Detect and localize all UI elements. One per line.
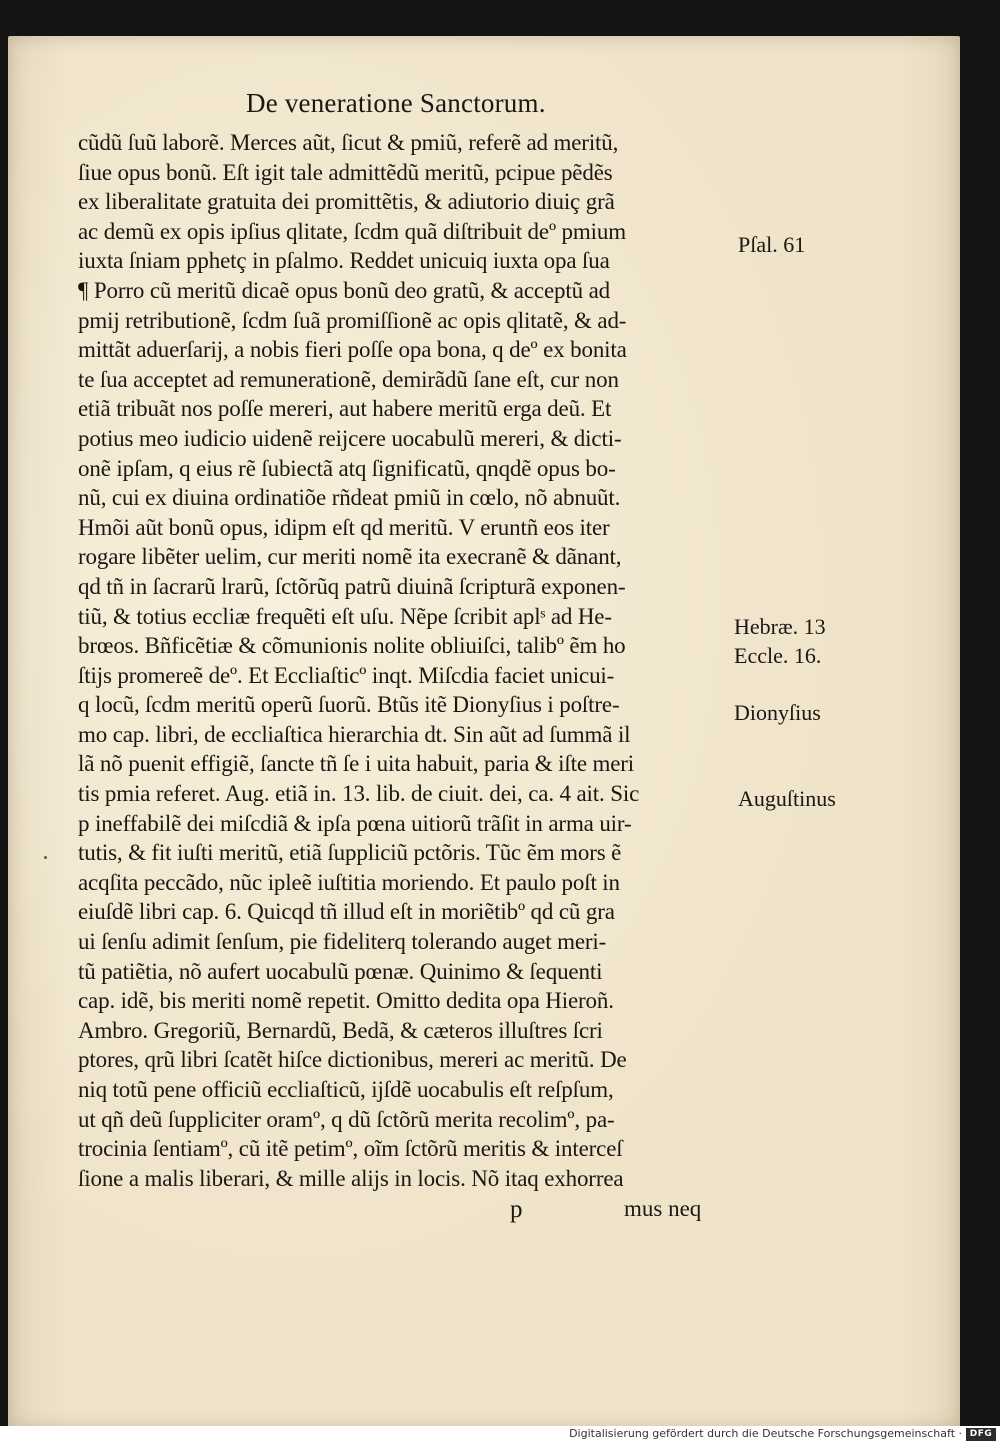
text-line: ſiue opus bonũ. Eſt igit tale admittẽdũ meritũ, pcipue pẽdẽs <box>78 159 613 185</box>
text-line: mittãt aduerſarij, a nobis fieri poſſe opa bona, q deº ex bonita <box>78 337 627 363</box>
text-line: qd tñ in ſacrarũ lrarũ, ſctõrũq patrũ diuinã ſcripturã exponen- <box>78 573 626 599</box>
text-line: ſtijs promereẽ deº. Et Eccliaſticº inqt. Miſcdia faciet unicui- <box>78 662 615 688</box>
running-head: De veneratione Sanctorum. <box>246 88 546 118</box>
text-line: Hmõi aũt bonũ opus, idipm eſt qd meritũ. V eruntñ eos iter <box>78 514 610 540</box>
text-line: ac demũ ex opis ipſius qlitate, ſcdm quã diſtribuit deº pmium <box>78 218 626 244</box>
text-line: etiã tribuãt nos poſſe mereri, aut habere meritũ erga deũ. Et <box>78 396 612 422</box>
body-text <box>78 128 738 1193</box>
text-line: ex liberalitate gratuita dei promittẽtis, & adiutorio diuiç grã <box>78 189 615 215</box>
text-line: ptores, qrũ libri ſcatẽt hiſce dictionibus, mereri ac meritũ. De <box>78 1047 627 1073</box>
marginal-note-ecclesiasticus: Eccle. 16. <box>734 643 822 668</box>
text-line: tis pmia referet. Aug. etiã in. 13. lib. de ciuit. dei, ca. 4 ait. Sic <box>78 781 640 807</box>
text-line: cap. idẽ, bis meriti nomẽ repetit. Omitto dedita opa Hieroñ. <box>78 988 614 1014</box>
text-line: ui ſenſu adimit ſenſum, pie fideliterq tolerando auget meri- <box>78 929 607 955</box>
text-line: tiũ, & totius eccliæ frequẽti eſt uſu. Nẽpe ſcribit aplˢ ad He- <box>78 603 612 629</box>
text-line: trocinia ſentiamº, cũ itẽ petimº, oĩm ſctõrũ meritis & interceſ <box>78 1136 623 1162</box>
signature-mark: p <box>510 1196 523 1223</box>
text-line: nũ, cui ex diuina ordinatiõe rñdeat pmiũ in cœlo, nõ abnuũt. <box>78 485 621 511</box>
text-line: tutis, & fit iuſti meritũ, etiã ſuppliciũ pctõris. Tũc ẽm mors ẽ <box>78 840 622 866</box>
text-line: niq totũ pene officiũ eccliaſticũ, ijſdẽ uocabulis eſt reſpſum, <box>78 1077 614 1102</box>
paper-speck <box>44 856 47 859</box>
text-line: iuxta ſniam pphetç in pſalmo. Reddet unicuiq iuxta opa ſua <box>78 248 610 274</box>
text-line: lã nõ puenit effigiẽ, ſancte tñ ſe i uita habuit, paria & iſte meri <box>78 751 635 777</box>
text-line: potius meo iudicio uidenẽ reijcere uocabulũ mereri, & dicti- <box>78 425 622 451</box>
marginal-note-augustinus: Auguſtinus <box>738 786 836 811</box>
marginal-note-dionysius: Dionyſius <box>734 700 821 725</box>
funding-notice: Digitalisierung gefördert durch die Deutsche Forschungsgemeinschaft · <box>569 1427 962 1440</box>
text-line: cũdũ ſuũ laborẽ. Merces aũt, ſicut & pmiũ, referẽ ad meritũ, <box>78 130 619 155</box>
dfg-logo: DFG <box>966 1428 996 1441</box>
marginal-note-psalm: Pſal. 61 <box>738 232 806 257</box>
text-line: acqſita peccãdo, nũc ipleẽ iuſtitia moriendo. Et paulo poſt in <box>78 869 620 895</box>
text-line: pmij retributionẽ, ſcdm ſuã promiſſionẽ ac opis qlitatẽ, & ad- <box>78 307 627 333</box>
text-line: tũ patiẽtia, nõ aufert uocabulũ pœnæ. Quinimo & ſequenti <box>78 958 603 984</box>
marginal-note-hebrews: Hebræ. 13 <box>734 614 826 639</box>
text-line: p ineffabilẽ dei miſcdiã & ipſa pœna uitiorũ trãſit in arma uir- <box>78 810 632 836</box>
text-line: brœos. Bñficẽtiæ & cõmunionis nolite obliuiſci, talibº ẽm ho <box>78 633 626 659</box>
text-line: ſione a malis liberari, & mille alijs in locis. Nõ itaq exhorrea <box>78 1165 624 1191</box>
text-line: ut qñ deũ ſuppliciter oramº, q dũ ſctõrũ merita recolimº, pa- <box>78 1106 615 1132</box>
catchword: mus neq <box>624 1196 702 1221</box>
text-line: q locũ, ſcdm meritũ operũ ſuorũ. Btũs itẽ Dionyſius i poſtre- <box>78 692 620 718</box>
text-line: Ambro. Gregoriũ, Bernardũ, Bedã, & cæteros illuſtres ſcri <box>78 1017 603 1043</box>
text-line: onẽ ipſam, q eius rẽ ſubiectã atq ſignificatũ, qnqdẽ opus bo- <box>78 455 616 481</box>
text-line: ¶ Porro cũ meritũ dicaẽ opus bonũ deo gratũ, & acceptũ ad <box>78 277 610 303</box>
text-line: mo cap. libri, de eccliaſtica hierarchia dt. Sin aũt ad ſummã il <box>78 721 631 747</box>
text-line: eiuſdẽ libri cap. 6. Quicqd tñ illud eſt in moriẽtibº qd cũ gra <box>78 899 615 925</box>
text-line: te ſua acceptet ad remunerationẽ, demirãdũ ſane eſt, cur non <box>78 366 619 392</box>
text-line: rogare libẽter uelim, cur meriti nomẽ ita execranẽ & dãnant, <box>78 544 622 570</box>
